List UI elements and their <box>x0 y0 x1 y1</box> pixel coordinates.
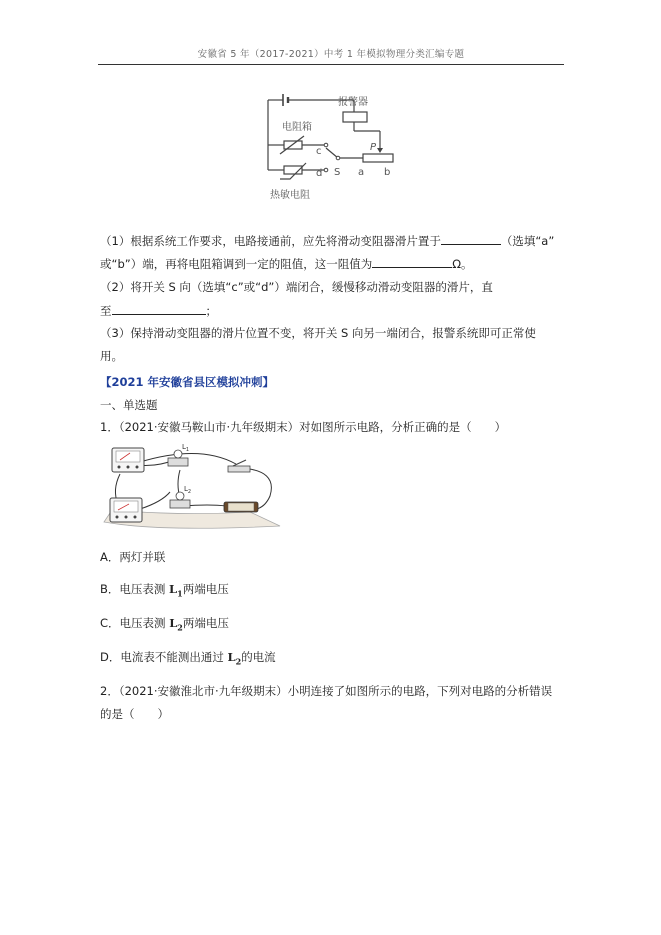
question-type: 一、单选题 <box>100 398 158 412</box>
q1-option-a[interactable]: A．两灯并联 <box>100 550 166 564</box>
thermistor-label: 热敏电阻 <box>270 190 310 201</box>
label-s: S <box>334 167 341 178</box>
voltmeter-icon <box>110 498 142 522</box>
label-p: P <box>370 142 377 153</box>
q1-option-d[interactable]: D．电流表不能测出通过 $L_2$的电流 <box>100 650 276 667</box>
label-a: a <box>358 167 365 178</box>
lamp-l1-label: $L_1$ <box>182 443 190 453</box>
label-c: c <box>316 146 322 157</box>
alarm-label: 报警器 <box>338 97 368 108</box>
question2-line1: 2．（2021·安徽淮北市·九年级期末）小明连接了如图所示的电路，下列对电路的分析错误 <box>100 684 553 698</box>
q1-option-b[interactable]: B．电压表测 $L_1$两端电压 <box>100 582 229 599</box>
part2-line1: （2）将开关 S 向（选填“c”或“d”）端闭合，缓慢移动滑动变阻器的滑片，直 <box>100 280 493 294</box>
header-divider <box>98 64 564 65</box>
label-d: d <box>316 168 323 179</box>
section-title: 【2021 年安徽省县区模拟冲刺】 <box>100 375 275 389</box>
q1-option-c[interactable]: C．电压表测 $L_2$两端电压 <box>100 616 229 633</box>
resistance-box-label: 电阻箱 <box>282 122 312 133</box>
page-header: 安徽省 5 年（2017-2021）中考 1 年模拟物理分类汇编专题 <box>197 49 465 60</box>
part1-line2: 或“b”）端，再将电阻箱调到一定的阻值，这一阻值为 Ω。 <box>100 257 473 271</box>
answer-blank[interactable] <box>441 233 501 245</box>
ammeter-icon <box>112 448 144 472</box>
part3-line2: 用。 <box>100 349 123 363</box>
question1-stem: 1．（2021·安徽马鞍山市·九年级期末）对如图所示电路，分析正确的是（ ） <box>100 420 507 434</box>
question2-line2: 的是（ ） <box>100 707 169 721</box>
part1-line1: （1）根据系统工作要求，电路接通前，应先将滑动变阻器滑片置于 （选填“a” <box>100 234 555 248</box>
answer-blank[interactable] <box>112 303 206 315</box>
part2-line2: 至 ； <box>100 304 217 318</box>
label-b: b <box>384 167 391 178</box>
answer-blank[interactable] <box>372 256 452 268</box>
part3-line1: （3）保持滑动变阻器的滑片位置不变，将开关 S 向另一端闭合，报警系统即可正常使 <box>100 326 536 340</box>
meter-circuit-photo <box>100 440 284 532</box>
alarm-circuit-diagram <box>258 86 408 210</box>
battery-icon <box>224 502 258 512</box>
lamp-l2-label: $L_2$ <box>184 485 192 495</box>
